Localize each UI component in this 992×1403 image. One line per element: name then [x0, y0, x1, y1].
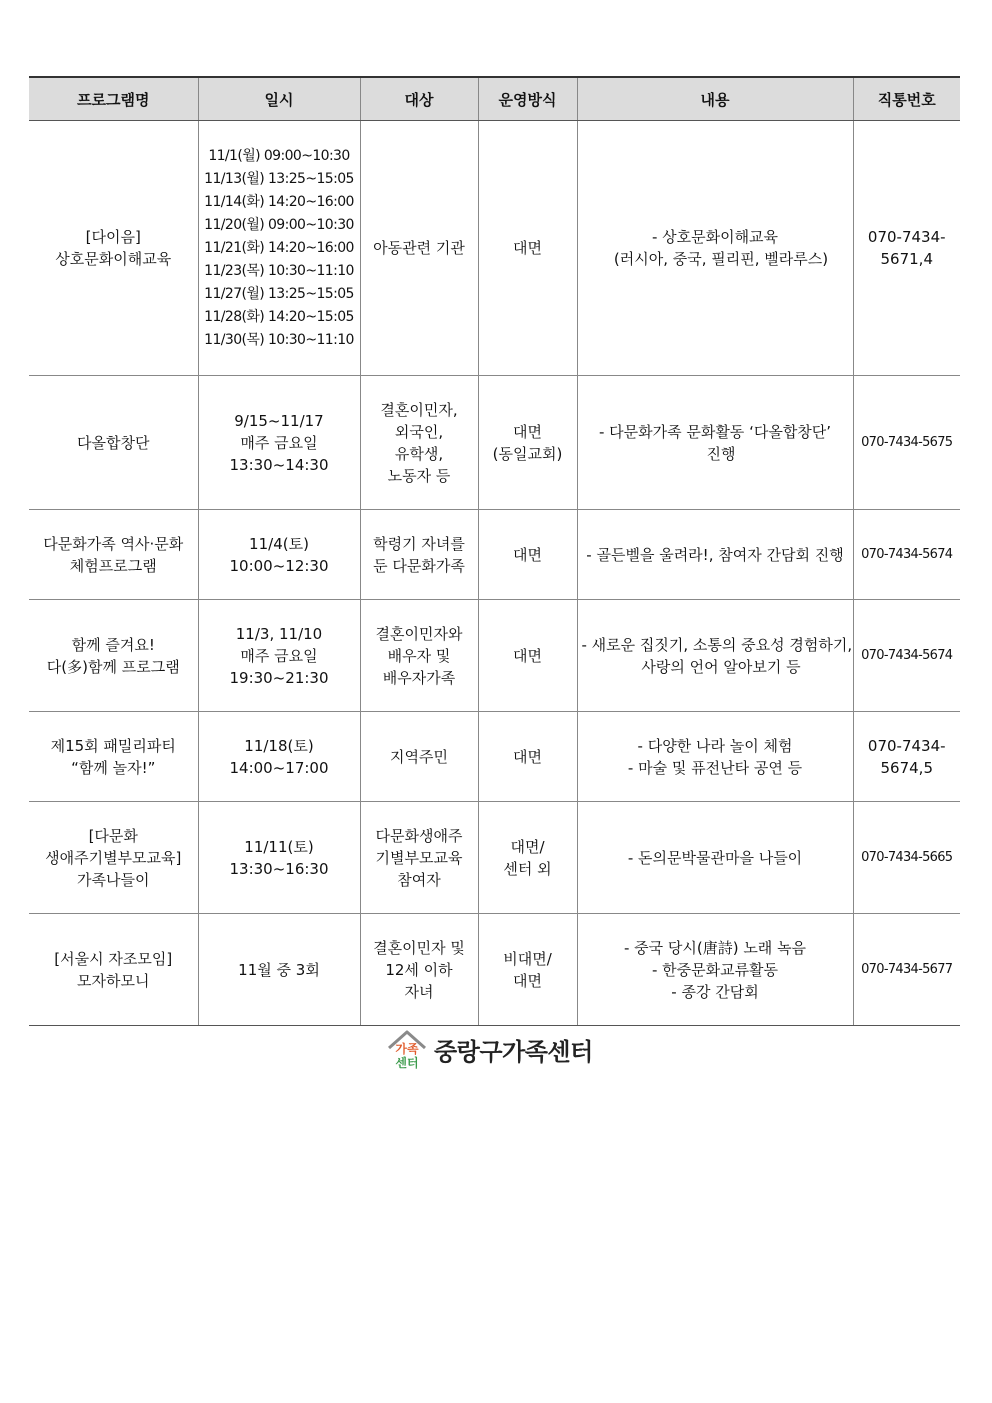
program-line: 모자하모니 — [77, 971, 150, 990]
cell-datetime — [198, 121, 360, 376]
target-line: 배우자가족 — [382, 668, 456, 687]
target-line: 외국인, — [394, 422, 444, 441]
target-line: 둔 다문화가족 — [373, 556, 465, 575]
method-line: 비대면/ — [503, 949, 552, 968]
datetime-line: 9/15~11/17 — [234, 411, 324, 430]
content-line: - 새로운 집짓기, 소통의 중요성 경험하기, — [581, 635, 853, 654]
phone-line: 5671,4 — [880, 250, 933, 268]
cell-target — [360, 914, 478, 1026]
cell-method — [478, 802, 577, 914]
program-line: 다(多)함께 프로그램 — [46, 657, 180, 676]
datetime-line: 11/14(화) 14:20~16:00 — [204, 193, 354, 210]
datetime-line: 11월 중 3회 — [238, 960, 320, 979]
target-line: 12세 이하 — [385, 960, 453, 979]
target-line: 지역주민 — [390, 747, 448, 766]
table-row — [29, 914, 960, 1026]
phone-line: 070-7434-5675 — [861, 434, 953, 450]
program-line: [서울시 자조모임] — [54, 949, 173, 968]
logo-text: 중랑구가족센터 — [434, 1037, 593, 1066]
datetime-line: 11/11(토) — [244, 837, 314, 856]
datetime-line: 매주 금요일 — [240, 646, 318, 665]
cell-method — [478, 510, 577, 600]
target-line: 기별부모교육 — [375, 848, 463, 867]
cell-target — [360, 376, 478, 510]
program-line: [다이음] — [85, 228, 141, 246]
cell-datetime — [198, 600, 360, 712]
method-line: 대면 — [513, 422, 542, 441]
datetime-line: 13:30~14:30 — [229, 455, 329, 474]
target-line: 아동관련 기관 — [373, 239, 465, 257]
cell-target — [360, 121, 478, 376]
cell-content — [577, 600, 853, 712]
cell-datetime — [198, 510, 360, 600]
datetime-line: 11/23(목) 10:30~11:10 — [204, 262, 354, 279]
datetime-line: 11/28(화) 14:20~15:05 — [204, 308, 354, 325]
cell-program — [29, 914, 198, 1026]
cell-content — [577, 510, 853, 600]
cell-target — [360, 600, 478, 712]
target-line: 노동자 등 — [387, 466, 451, 485]
cell-phone — [853, 510, 960, 600]
table-row — [29, 712, 960, 802]
datetime-line: 13:30~16:30 — [229, 859, 329, 878]
phone-line: 070-7434- — [867, 736, 946, 755]
datetime-line: 11/30(목) 10:30~11:10 — [204, 331, 354, 348]
content-line: - 다문화가족 문화활동 ‘다올합창단’ — [598, 422, 832, 441]
cell-method — [478, 376, 577, 510]
logo-mark-top: 가족 — [395, 1042, 419, 1056]
phone-line: 070-7434-5674 — [861, 546, 953, 562]
program-line: 다올합창단 — [77, 433, 150, 452]
datetime-line: 19:30~21:30 — [229, 668, 329, 687]
phone-line: 070-7434- — [867, 228, 946, 246]
cell-method — [478, 600, 577, 712]
cell-phone — [853, 914, 960, 1026]
cell-target — [360, 802, 478, 914]
cell-target — [360, 712, 478, 802]
method-line: 대면/ — [510, 837, 545, 856]
cell-phone — [853, 712, 960, 802]
phone-line: 070-7434-5665 — [861, 849, 953, 865]
phone-line: 5674,5 — [880, 758, 933, 777]
cell-datetime — [198, 802, 360, 914]
content-line: - 마술 및 퓨전난타 공연 등 — [627, 758, 803, 777]
datetime-line: 11/21(화) 14:20~16:00 — [204, 239, 354, 256]
datetime-line: 11/18(토) — [244, 736, 314, 755]
content-line: (러시아, 중국, 필리핀, 벨라루스) — [613, 250, 829, 268]
program-line: “함께 놀자!” — [71, 758, 156, 777]
cell-program — [29, 802, 198, 914]
datetime-line: 11/20(월) 09:00~10:30 — [204, 216, 354, 233]
datetime-line: 11/27(월) 13:25~15:05 — [204, 285, 354, 302]
method-line: 대면 — [513, 646, 542, 665]
cell-content — [577, 914, 853, 1026]
cell-phone — [853, 121, 960, 376]
header-target: 대상 — [360, 77, 478, 121]
content-line: 진행 — [706, 444, 736, 463]
datetime-line: 11/13(월) 13:25~15:05 — [204, 170, 354, 187]
cell-program — [29, 376, 198, 510]
cell-content — [577, 802, 853, 914]
cell-datetime — [198, 376, 360, 510]
phone-line: 070-7434-5677 — [861, 961, 953, 977]
method-line: 센터 외 — [503, 859, 552, 878]
method-line: 대면 — [513, 239, 542, 257]
cell-program — [29, 510, 198, 600]
content-line: - 종강 간담회 — [671, 982, 759, 1001]
header-method: 운영방식 — [478, 77, 577, 121]
family-center-logo-icon — [386, 1028, 428, 1070]
phone-line: 070-7434-5674 — [861, 647, 953, 663]
table-row — [29, 802, 960, 914]
table-row — [29, 510, 960, 600]
header-datetime: 일시 — [198, 77, 360, 121]
header-content: 내용 — [577, 77, 853, 121]
target-line: 결혼이민자와 — [375, 624, 463, 643]
datetime-line: 10:00~12:30 — [229, 556, 329, 575]
target-line: 결혼이민자, — [380, 400, 458, 419]
cell-phone — [853, 802, 960, 914]
target-line: 유학생, — [394, 444, 444, 463]
program-line: 상호문화이해교육 — [55, 250, 172, 268]
content-line: - 중국 당시(唐詩) 노래 녹음 — [623, 938, 807, 957]
header-program: 프로그램명 — [29, 77, 198, 121]
table-row — [29, 376, 960, 510]
target-line: 배우자 및 — [387, 646, 451, 665]
target-line: 학령기 자녀를 — [373, 534, 465, 553]
datetime-line: 11/1(월) 09:00~10:30 — [208, 147, 350, 164]
footer-logo — [386, 1028, 593, 1070]
program-line: 생애주기별부모교육] — [45, 848, 182, 867]
content-line: - 다양한 나라 놀이 체험 — [637, 736, 793, 755]
cell-phone — [853, 376, 960, 510]
content-line: - 골든벨을 울려라!, 참여자 간담회 진행 — [586, 545, 844, 564]
datetime-line: 매주 금요일 — [240, 433, 318, 452]
content-line: - 돈의문박물관마을 나들이 — [627, 848, 803, 867]
header-phone: 직통번호 — [853, 77, 960, 121]
cell-phone — [853, 600, 960, 712]
target-line: 참여자 — [397, 870, 441, 889]
table-body — [29, 121, 960, 1026]
cell-content — [577, 712, 853, 802]
table-header-row — [29, 77, 960, 121]
cell-method — [478, 914, 577, 1026]
datetime-line: 11/4(토) — [249, 534, 309, 553]
target-line: 결혼이민자 및 — [373, 938, 465, 957]
cell-content — [577, 376, 853, 510]
datetime-line: 11/3, 11/10 — [235, 624, 323, 643]
cell-method — [478, 121, 577, 376]
program-line: [다문화 — [88, 826, 138, 845]
cell-datetime — [198, 712, 360, 802]
target-line: 자녀 — [404, 982, 434, 1001]
table-row — [29, 121, 960, 376]
cell-method — [478, 712, 577, 802]
program-line: 체험프로그램 — [69, 556, 157, 575]
datetime-line: 14:00~17:00 — [229, 758, 329, 777]
cell-datetime — [198, 914, 360, 1026]
cell-program — [29, 121, 198, 376]
content-line: - 한중문화교류활동 — [651, 960, 779, 979]
target-line: 다문화생애주 — [375, 826, 463, 845]
cell-target — [360, 510, 478, 600]
method-line: 대면 — [513, 747, 542, 766]
method-line: (동일교회) — [492, 444, 563, 463]
method-line: 대면 — [513, 971, 542, 990]
table-row — [29, 600, 960, 712]
content-line: 사랑의 언어 알아보기 등 — [641, 657, 801, 676]
program-line: 함께 즐겨요! — [71, 635, 155, 654]
content-line: - 상호문화이해교육 — [651, 228, 779, 246]
cell-program — [29, 600, 198, 712]
cell-content — [577, 121, 853, 376]
program-line: 제15회 패밀리파티 — [50, 736, 176, 755]
logo-mark-bottom: 센터 — [395, 1056, 419, 1070]
method-line: 대면 — [513, 545, 542, 564]
program-line: 가족나들이 — [77, 870, 150, 889]
cell-program — [29, 712, 198, 802]
program-schedule-table — [29, 76, 960, 1026]
program-line: 다문화가족 역사·문화 — [43, 534, 184, 553]
